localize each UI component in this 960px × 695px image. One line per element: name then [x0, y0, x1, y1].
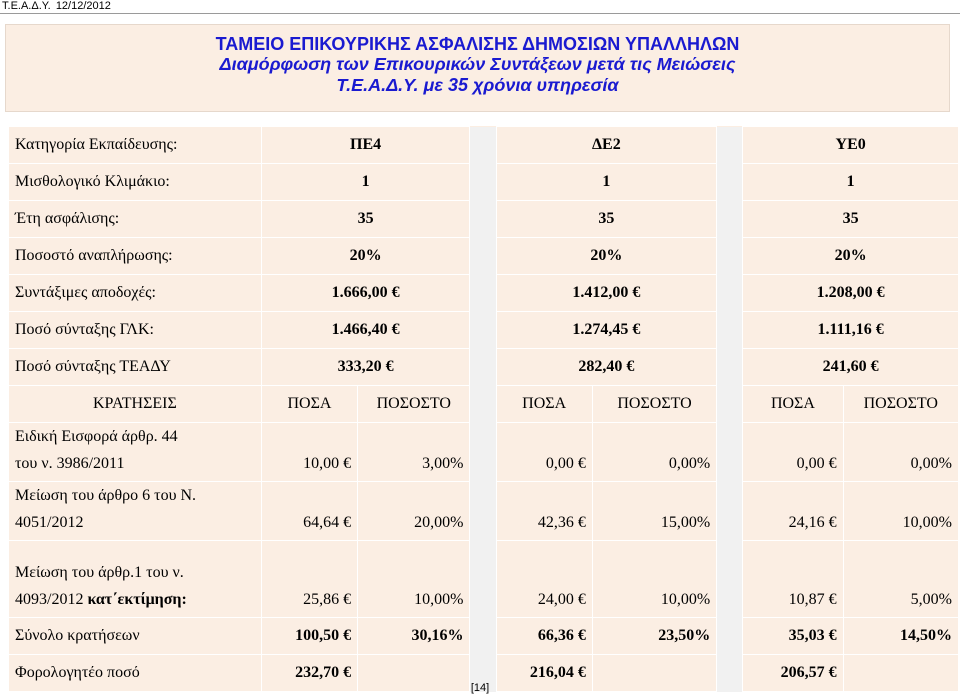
banner-title: ΤΑΜΕΙΟ ΕΠΙΚΟΥΡΙΚΗΣ ΑΣΦΑΛΙΣΗΣ ΔΗΜΟΣΙΩΝ ΥΠΑΛΛΗΛΩΝ — [215, 34, 740, 54]
pension-table-wrap — [8, 126, 959, 681]
banner-caption: Τ.Ε.Α.Δ.Υ. με 35 χρόνια υπηρεσία — [336, 75, 619, 95]
deduction-row: Ειδική Εισφορά άρθρ. 44 του ν. 3986/2011 10,00 € 3,00% 0,00 € 0,00% 0,00 € 0,00% — [9, 423, 959, 482]
category-pe4: ΠΕ4 — [261, 127, 470, 164]
banner-subtitle: Διαμόρφωση των Επικουρικών Συντάξεων μετά τις Μειώσεις — [219, 54, 736, 74]
title-banner — [5, 24, 950, 112]
table-row: Έτη ασφάλισης: 35 35 35 — [9, 201, 959, 238]
table-row: Συντάξιμες αποδοχές: 1.666,00 € 1.412,00 € 1.208,00 € — [9, 275, 959, 312]
table-row: Ποσό σύνταξης ΤΕΑΔΥ 333,20 € 282,40 € 241,60 € — [9, 349, 959, 386]
pension-table — [8, 126, 959, 692]
deduction-row: Μείωση του άρθρο 6 του Ν. 4051/2012 64,64 € 20,00% 42,36 € 15,00% 24,16 € 10,00% — [9, 482, 959, 541]
header-org: Τ.Ε.Α.Δ.Υ. — [2, 0, 51, 12]
table-row: Μισθολογικό Κλιμάκιο: 1 1 1 — [9, 164, 959, 201]
page-number: [14] — [470, 682, 490, 694]
table-row: Ποσοστό αναπλήρωσης: 20% 20% 20% — [9, 238, 959, 275]
deduction-row: Μείωση του άρθρ.1 του ν. 4093/2012 κατ΄εκτίμηση: 25,86 € 10,00% 24,00 € 10,00% 10,87 € 5,00% — [9, 541, 959, 618]
taxable-amount-row: Φορολογητέο ποσό 232,70 € 216,04 € 206,57 € — [9, 655, 959, 692]
category-de2: ΔΕ2 — [496, 127, 717, 164]
category-label: Κατηγορία Εκπαίδευσης: — [9, 127, 262, 164]
total-deductions-row: Σύνολο κρατήσεων 100,50 € 30,16% 66,36 € 23,50% 35,03 € 14,50% — [9, 618, 959, 655]
table-row: Ποσό σύνταξης ΓΛΚ: 1.466,40 € 1.274,45 € 1.111,16 € — [9, 312, 959, 349]
header-rule — [0, 13, 960, 14]
top-header — [0, 0, 960, 14]
table-row-category — [9, 127, 959, 164]
deductions-header-label: ΚΡΑΤΗΣΕΙΣ — [9, 386, 262, 423]
header-date: 12/12/2012 — [55, 0, 111, 12]
category-ye0: ΥΕ0 — [743, 127, 959, 164]
deductions-header-row: ΚΡΑΤΗΣΕΙΣ ΠΟΣΑ ΠΟΣΟΣΤΟ ΠΟΣΑ ΠΟΣΟΣΤΟ ΠΟΣΑ ΠΟΣΟΣΤΟ — [9, 386, 959, 423]
